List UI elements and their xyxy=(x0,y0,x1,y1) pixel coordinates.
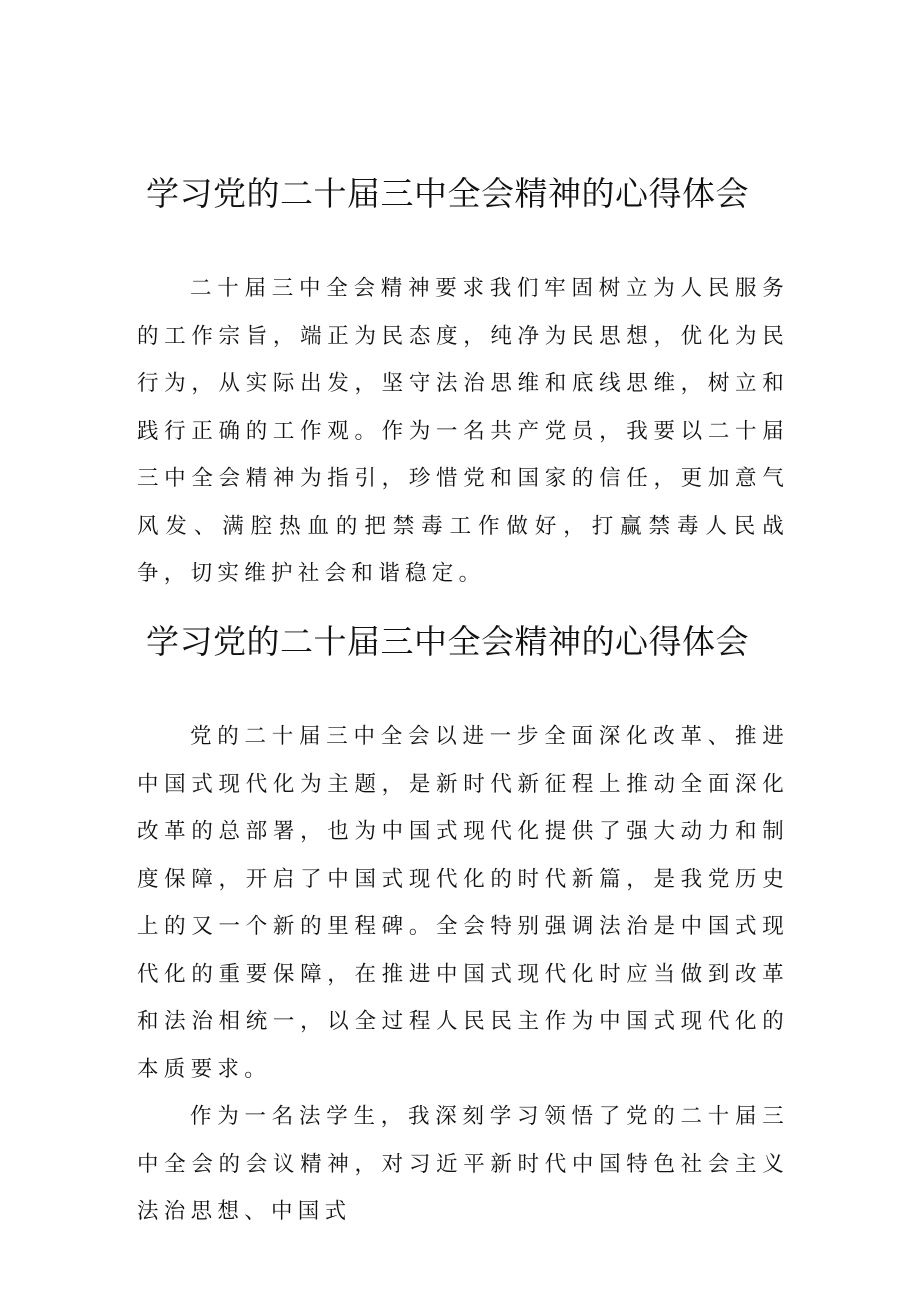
section-body-1 xyxy=(137,265,789,598)
paragraph: 二十届三中全会精神要求我们牢固树立为人民服务的工作宗旨，端正为民态度，纯净为民思想，优化为民行为，从实际出发，坚守法治思维和底线思维，树立和践行正确的工作观。作为一名共产党员，我要以二十届三中全会精神为指引，珍惜党和国家的信任，更加意气风发、满腔热血的把禁毒工作做好，打赢禁毒人民战争，切实维护社会和谐稳定。 xyxy=(137,276,789,586)
paragraph: 作为一名法学生，我深刻学习领悟了党的二十届三中全会的会议精神，对习近平新时代中国特色社会主义法治思想、中国式 xyxy=(137,1104,789,1224)
section-title-2: 学习党的二十届三中全会精神的心得体会 xyxy=(146,622,749,661)
paragraph: 党的二十届三中全会以进一步全面深化改革、推进中国式现代化为主题，是新时代新征程上推动全面深化改革的总部署，也为中国式现代化提供了强大动力和制度保障，开启了中国式现代化的时代新篇，是我党历史上的又一个新的里程碑。全会特别强调法治是中国式现代化的重要保障，在推进中国式现代化时应当做到改革和法治相统一，以全过程人民民主作为中国式现代化的本质要求。 xyxy=(137,724,789,1082)
section-title-1: 学习党的二十届三中全会精神的心得体会 xyxy=(146,174,749,213)
section-body-2 xyxy=(137,713,789,1236)
